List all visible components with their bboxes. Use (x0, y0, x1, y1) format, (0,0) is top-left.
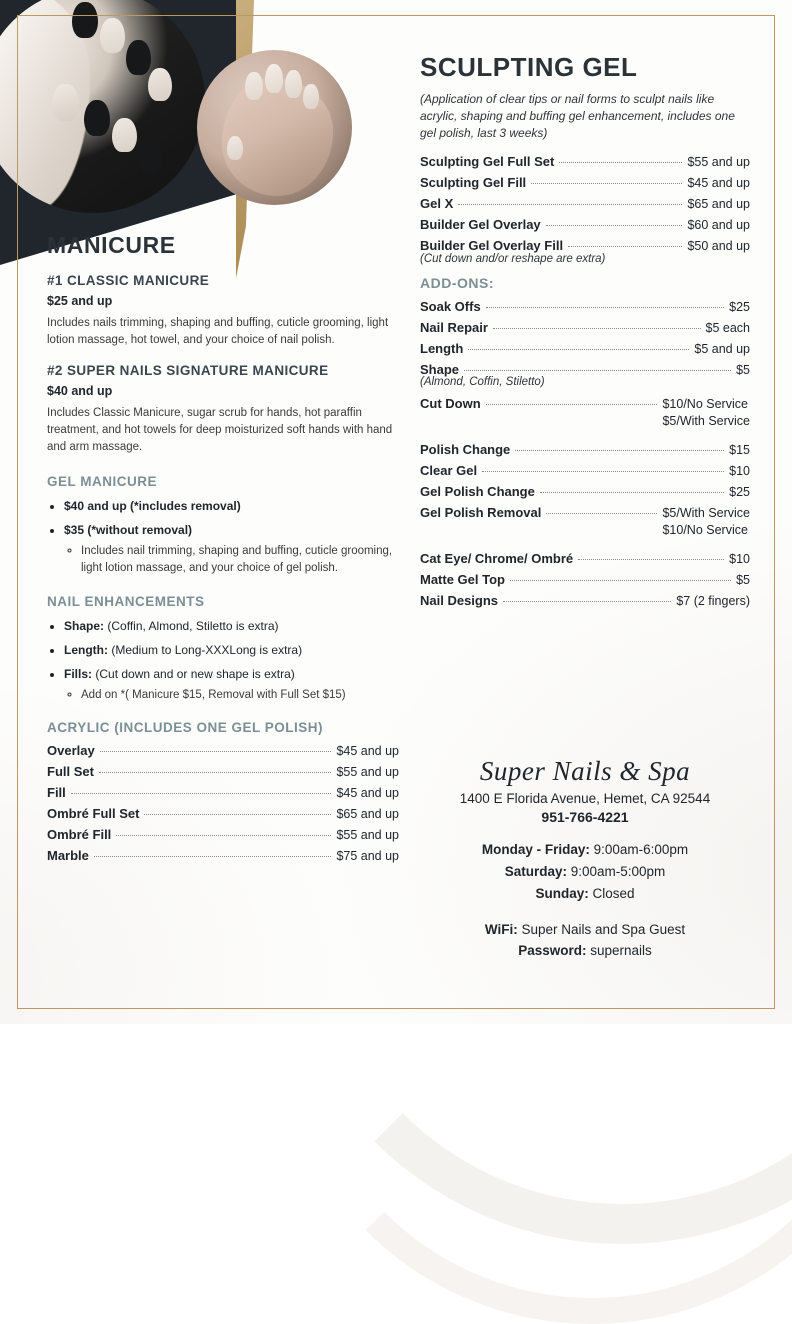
gel-manicure-heading: GEL MANICURE (47, 474, 158, 489)
service-price: $75 and up (336, 848, 399, 863)
manicure-heading: MANICURE (47, 232, 176, 258)
service-name: Sculpting Gel Full Set (420, 154, 555, 169)
service-name: Gel X (420, 196, 454, 211)
add-ons-heading: ADD-ONS: (420, 275, 494, 291)
business-phone: 951-766-4221 (541, 809, 629, 825)
service-name: Overlay (47, 742, 95, 758)
service-name: Cut Down (420, 396, 481, 411)
list-item-label: Shape: (64, 619, 105, 633)
service-price: $45 and up (687, 176, 750, 190)
sculpting-gel-note: (Application of clear tips or nail forms to sculpt nails like acrylic, shaping and buffing gel enhancement, includes one gel polish, last 3 weeks) (420, 92, 735, 140)
list-item: • $40 and up (*includes removal) (64, 497, 399, 516)
service-price: $25 (729, 485, 750, 499)
service-price-line1: $5/With Service (662, 506, 750, 520)
hours-days: Monday - Friday: (481, 842, 590, 857)
service-name: Nail Repair (420, 320, 488, 335)
password-label: Password: (518, 943, 587, 958)
page-border (17, 15, 775, 1009)
service-name: Marble (47, 847, 89, 863)
business-address: 1400 E Florida Avenue, Hemet, CA 92544 (459, 791, 711, 806)
service-name: Builder Gel Overlay (420, 217, 541, 232)
shape-options-note: (Almond, Coffin, Stiletto) (420, 376, 545, 388)
service-price: $5 (736, 573, 750, 587)
list-item-label: Fills: (64, 667, 93, 681)
list-item-text: (Cut down and or new shape is extra) (95, 667, 295, 681)
service-name: Shape (420, 362, 460, 377)
service-price: $5 and up (694, 342, 750, 356)
service-name: Ombré Fill (47, 826, 112, 842)
signature-manicure-description: Includes Classic Manicure, sugar scrub for hands, hot paraffin treatment, and hot towels for deep moisturized soft hands with hand and arm massage. (47, 407, 393, 453)
signature-manicure-title: #2 SUPER NAILS SIGNATURE MANICURE (47, 363, 329, 378)
classic-manicure-description: Includes nails trimming, shaping and buffing, cuticle grooming, light lotion massage, hot towel, and your choice of nail polish. (47, 317, 389, 346)
service-price-line2: $10/No Service (662, 523, 748, 537)
service-name: Ombré Full Set (47, 805, 140, 821)
service-name: Polish Change (420, 442, 511, 457)
service-price: $10 (729, 552, 750, 566)
service-price: $10 (729, 464, 750, 478)
service-price: $45 and up (336, 785, 399, 800)
signature-manicure-price: $40 and up (47, 384, 113, 398)
service-price: $65 and up (336, 806, 399, 821)
hours-time: 9:00am-6:00pm (593, 842, 689, 857)
service-name: Length (420, 341, 464, 356)
service-name: Full Set (47, 763, 94, 779)
wifi-value: Super Nails and Spa Guest (521, 922, 686, 937)
acrylic-heading: ACRYLIC (INCLUDES ONE GEL POLISH) (47, 719, 324, 735)
service-price: $7 (2 fingers) (676, 594, 750, 608)
hours-days: Saturday: (504, 864, 567, 879)
service-name: Sculpting Gel Fill (420, 175, 527, 190)
service-name: Gel Polish Change (420, 484, 535, 499)
sculpting-gel-heading: SCULPTING GEL (420, 52, 638, 82)
service-price: $25 (729, 300, 750, 314)
service-name: Soak Offs (420, 299, 481, 314)
wifi-label: WiFi: (484, 922, 518, 937)
list-item-label: $35 (*without removal) (64, 523, 193, 537)
hours-time: 9:00am-5:00pm (570, 864, 666, 879)
list-item: ◦ Add on *( Manicure $15, Removal with Full Set $15) (81, 687, 399, 704)
service-name: Fill (47, 784, 66, 800)
service-price: $60 and up (687, 218, 750, 232)
service-price: $5 each (705, 321, 750, 335)
list-item-text: (Coffin, Almond, Stiletto is extra) (107, 619, 279, 633)
service-price: $65 and up (687, 197, 750, 211)
classic-manicure-title: #1 CLASSIC MANICURE (47, 273, 210, 288)
list-item-label: Length: (64, 643, 108, 657)
service-price: $55 and up (336, 764, 399, 779)
service-name: Builder Gel Overlay Fill (420, 238, 564, 253)
service-price: $55 and up (336, 827, 399, 842)
service-price-line1: $10/No Service (662, 397, 748, 411)
service-price: $55 and up (687, 155, 750, 169)
hours-days: Sunday: (535, 886, 589, 901)
service-price-line2: $5/With Service (662, 414, 750, 428)
service-name: Gel Polish Removal (420, 505, 542, 520)
sculpting-gel-footnote: (Cut down and/or reshape are extra) (420, 253, 606, 265)
service-price: $5 (736, 363, 750, 377)
classic-manicure-price: $25 and up (47, 294, 113, 308)
service-name: Matte Gel Top (420, 572, 505, 587)
list-item-text: (Medium to Long-XXXLong is extra) (111, 643, 303, 657)
service-name: Cat Eye/ Chrome/ Ombré (420, 551, 574, 566)
business-name: Super Nails & Spa (479, 756, 691, 786)
nail-enhancements-heading: NAIL ENHANCEMENTS (47, 594, 205, 609)
list-item: ◦ Includes nail trimming, shaping and buffing, cuticle grooming, light lotion massage, and your choice of gel polish. (81, 543, 399, 576)
service-name: Clear Gel (420, 463, 478, 478)
password-value: supernails (590, 943, 652, 958)
service-name: Nail Designs (420, 593, 499, 608)
service-price: $50 and up (687, 239, 750, 253)
service-price: $45 and up (336, 743, 399, 758)
hours-time: Closed (592, 886, 635, 901)
service-price: $15 (729, 443, 750, 457)
